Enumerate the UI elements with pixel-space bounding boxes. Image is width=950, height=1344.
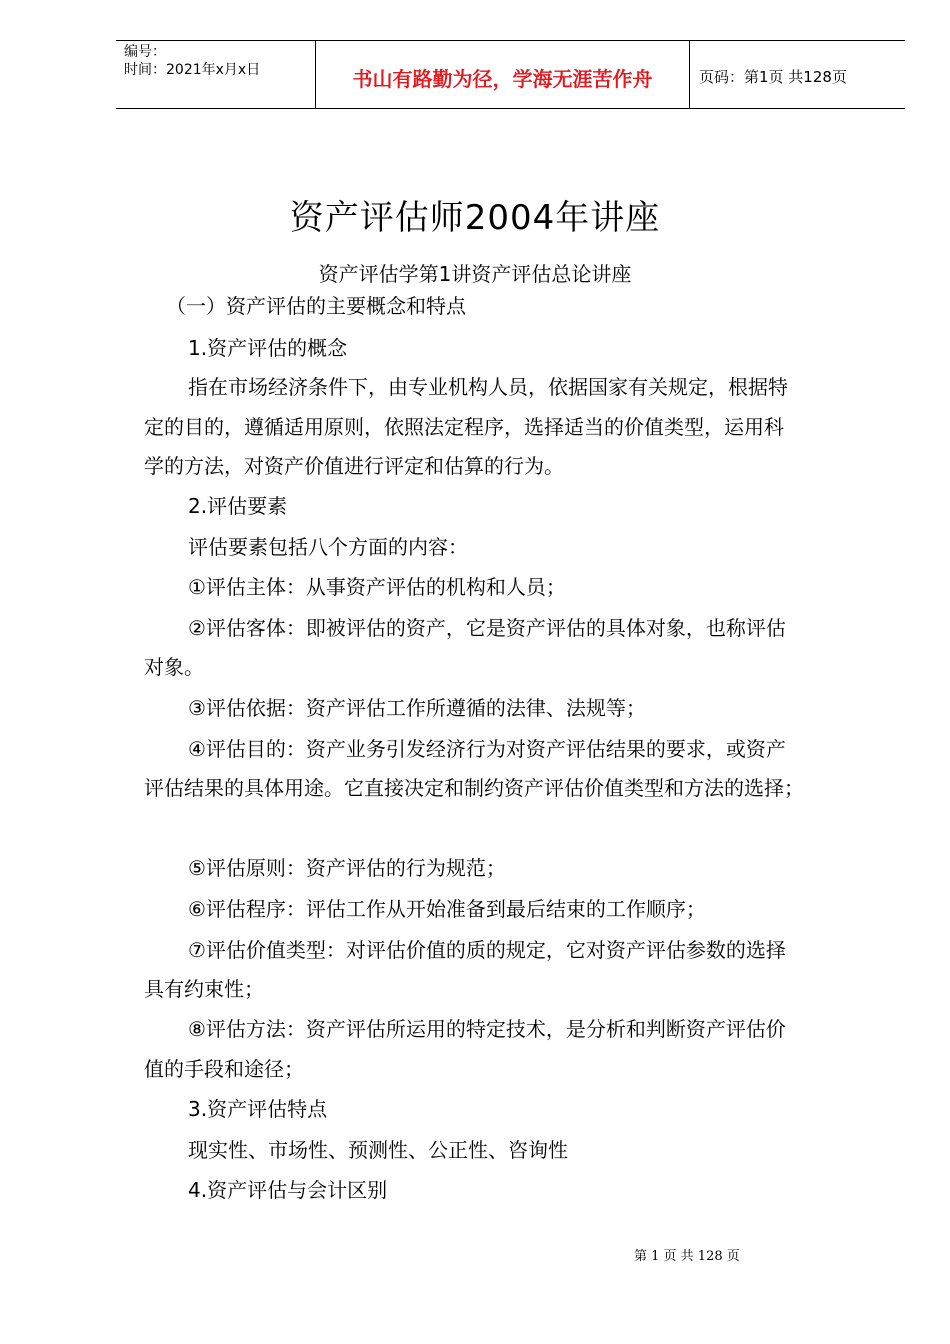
item-heading: 4.资产评估与会计区别: [188, 1178, 388, 1202]
paragraph-line: 学的方法，对资产价值进行评定和估算的行为。: [144, 454, 564, 478]
item-heading: 3.资产评估特点: [188, 1097, 328, 1121]
document-header: [116, 40, 905, 109]
time-label: 时间：2021年x月x日: [124, 62, 261, 78]
paragraph-line: 现实性、市场性、预测性、公正性、咨询性: [188, 1138, 568, 1162]
document-subtitle: 资产评估学第1讲资产评估总论讲座: [318, 262, 632, 286]
paragraph-line: 评估要素包括八个方面的内容：: [188, 535, 468, 559]
list-item: ⑤评估原则：资产评估的行为规范；: [188, 856, 506, 880]
list-item-cont: 值的手段和途径；: [144, 1057, 304, 1081]
motto: 书山有路勤为径，学海无涯苦作舟: [352, 67, 653, 91]
header-meta-cell: [116, 41, 316, 108]
page-info: 页码：第1页 共128页: [699, 68, 847, 86]
header-page-cell: [690, 41, 905, 108]
item-heading: 1.资产评估的概念: [188, 336, 348, 360]
serial-label: 编号：: [124, 44, 166, 60]
paragraph-line: 指在市场经济条件下，由专业机构人员，依据国家有关规定，根据特: [188, 375, 788, 399]
list-item: ②评估客体：即被评估的资产，它是资产评估的具体对象，也称评估: [188, 616, 786, 640]
list-item-cont: 对象。: [144, 655, 204, 679]
paragraph-line: 定的目的，遵循适用原则，依照法定程序，选择适当的价值类型，运用科: [144, 415, 784, 439]
item-heading: 2.评估要素: [188, 494, 288, 518]
document-title: 资产评估师2004年讲座: [289, 198, 661, 238]
list-item-cont: 评估结果的具体用途。它直接决定和制约资产评估价值类型和方法的选择；: [144, 776, 804, 800]
list-item-cont: 具有约束性；: [144, 977, 264, 1001]
list-item: ⑥评估程序：评估工作从开始准备到最后结束的工作顺序；: [188, 897, 706, 921]
list-item: ⑦评估价值类型：对评估价值的质的规定，它对资产评估参数的选择: [188, 938, 786, 962]
list-item: ④评估目的：资产业务引发经济行为对资产评估结果的要求，或资产: [188, 737, 786, 761]
list-item: ①评估主体：从事资产评估的机构和人员；: [188, 575, 566, 599]
list-item: ⑧评估方法：资产评估所运用的特定技术，是分析和判断资产评估价: [188, 1017, 786, 1041]
header-motto-cell: [316, 41, 690, 108]
section-heading: （一）资产评估的主要概念和特点: [166, 294, 466, 318]
page-footer: 第 1 页 共 128 页: [634, 1249, 740, 1264]
list-item: ③评估依据：资产评估工作所遵循的法律、法规等；: [188, 696, 646, 720]
